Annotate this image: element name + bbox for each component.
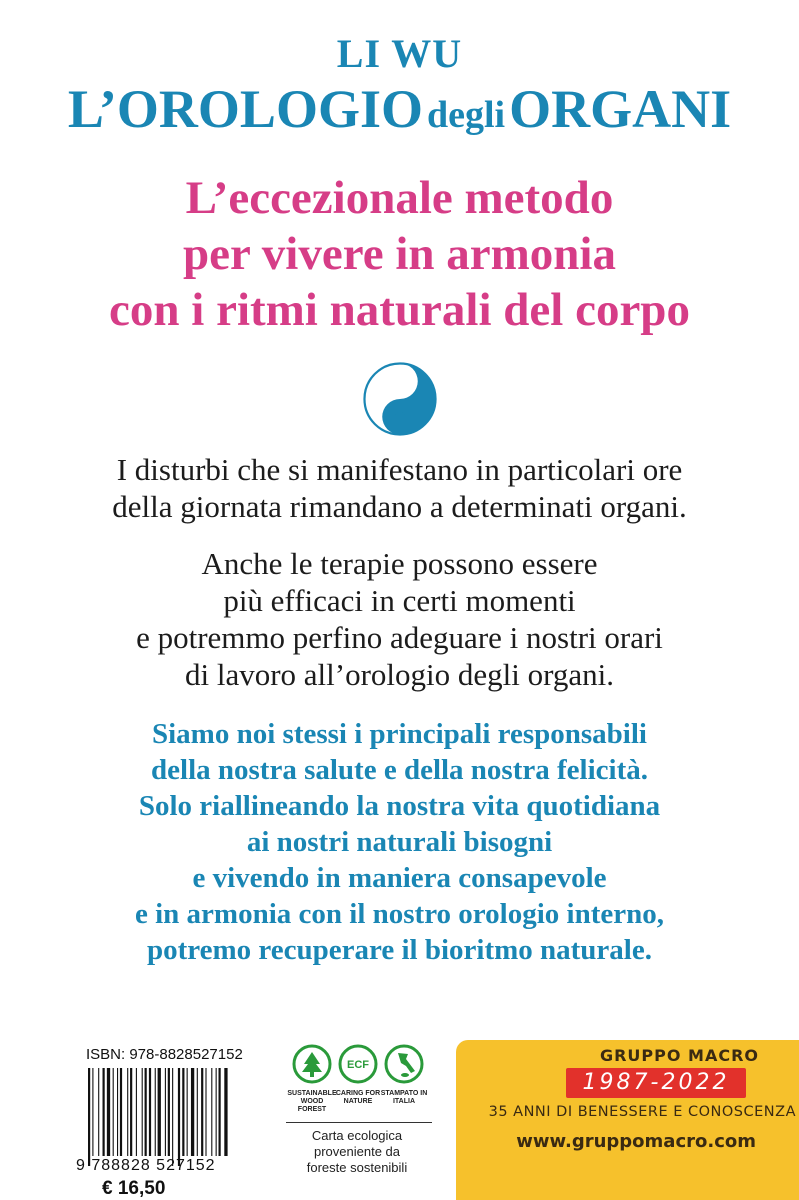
- text-line: Anche le terapie possono essere: [201, 546, 598, 581]
- barcode-bar: [130, 1068, 132, 1156]
- barcode-digits: 9 788828 527152: [76, 1157, 216, 1174]
- barcode-bar: [88, 1068, 90, 1166]
- text-line: e in armonia con il nostro orologio interno,: [135, 898, 664, 930]
- barcode-bar: [145, 1068, 147, 1156]
- title-word-degli: degli: [426, 94, 506, 136]
- publisher-tagline: 35 ANNI DI BENESSERE E CONOSCENZA: [488, 1104, 796, 1120]
- divider: [286, 1122, 432, 1123]
- barcode-bar: [205, 1068, 206, 1156]
- barcode-bar: [107, 1068, 110, 1156]
- title-word-orologio: OROLOGIO: [116, 79, 423, 139]
- barcode-bar: [182, 1068, 184, 1156]
- publisher-block: [456, 1040, 799, 1200]
- isbn-label: ISBN: 978-8828527152: [86, 1046, 243, 1063]
- eco-note-line: proveniente da: [313, 1144, 400, 1159]
- subtitle-line: per vivere in armonia: [183, 228, 616, 280]
- eco-label: CARING FOR NATURE: [335, 1090, 381, 1105]
- text-line: Siamo noi stessi i principali responsabili: [152, 718, 647, 750]
- barcode-bar: [98, 1068, 99, 1156]
- publisher-website: www.gruppomacro.com: [516, 1131, 756, 1152]
- barcode-bar: [197, 1068, 198, 1156]
- barcode-bar: [149, 1068, 151, 1156]
- barcode-bar: [201, 1068, 203, 1156]
- barcode-bar: [168, 1068, 170, 1156]
- barcode-bar: [142, 1068, 143, 1156]
- barcode-bar: [136, 1068, 137, 1156]
- barcode-bar: [113, 1068, 114, 1156]
- text-line: e vivendo in maniera consapevole: [192, 862, 607, 894]
- text-line: e potremmo perfino adeguare i nostri orari: [136, 620, 663, 655]
- text-line: Solo riallineando la nostra vita quotidiana: [138, 790, 661, 822]
- author-name: LI WU: [336, 31, 463, 76]
- publisher-name: GRUPPO MACRO: [599, 1046, 759, 1065]
- text-line: di lavoro all’orologio degli organi.: [184, 657, 615, 692]
- tree-icon: [292, 1044, 332, 1084]
- barcode-bar: [158, 1068, 161, 1156]
- barcode-bar: [224, 1068, 227, 1156]
- italy-icon: [384, 1044, 424, 1084]
- eco-label: SUSTAINABLE WOOD FOREST: [287, 1090, 337, 1113]
- barcode-bar: [172, 1068, 173, 1166]
- eco-note-line: foreste sostenibili: [306, 1160, 408, 1175]
- subtitle-line: con i ritmi naturali del corpo: [109, 284, 690, 336]
- eco-note: [282, 1128, 432, 1176]
- ecf-icon: [338, 1044, 378, 1084]
- paragraph-3: [0, 716, 799, 968]
- anniversary-years: 1987-2022: [566, 1068, 746, 1098]
- text-line: ai nostri naturali bisogni: [246, 826, 553, 858]
- barcode-bar: [216, 1068, 217, 1156]
- subtitle-line: L’eccezionale metodo: [185, 172, 614, 224]
- barcode-bar: [211, 1068, 212, 1156]
- title-prefix: L’: [67, 79, 117, 139]
- text-line: più efficaci in certi momenti: [223, 583, 576, 618]
- price: € 16,50: [102, 1178, 166, 1199]
- barcode-bar: [219, 1068, 221, 1156]
- text-line: I disturbi che si manifestano in particolari ore: [116, 452, 683, 487]
- title-word-organi: ORGANI: [509, 79, 732, 139]
- barcode-bar: [127, 1068, 128, 1156]
- barcode-bar: [187, 1068, 188, 1156]
- barcode-bar: [120, 1068, 122, 1156]
- eco-badges: [282, 1040, 432, 1190]
- text-line: potremo recuperare il bioritmo naturale.: [147, 934, 652, 966]
- barcode-bar: [165, 1068, 166, 1156]
- barcode-bar: [92, 1068, 93, 1156]
- book-title: [0, 78, 799, 140]
- paragraph-2: [0, 545, 799, 693]
- text-line: della giornata rimandano a determinati organi.: [112, 489, 687, 524]
- subtitle: [0, 170, 799, 338]
- eco-label: STAMPATO IN ITALIA: [380, 1090, 428, 1105]
- barcode-bar: [103, 1068, 105, 1156]
- text-line: della nostra salute e della nostra felicità.: [151, 754, 648, 786]
- barcode-bar: [178, 1068, 180, 1166]
- paragraph-1: [0, 451, 799, 525]
- yin-yang-icon: [363, 362, 437, 436]
- ecf-text: ECF: [347, 1059, 369, 1071]
- barcode-bar: [155, 1068, 156, 1156]
- barcode-bar: [117, 1068, 118, 1156]
- barcode-icon: [86, 1068, 266, 1166]
- eco-note-line: Carta ecologica: [311, 1128, 403, 1143]
- barcode-bar: [191, 1068, 194, 1156]
